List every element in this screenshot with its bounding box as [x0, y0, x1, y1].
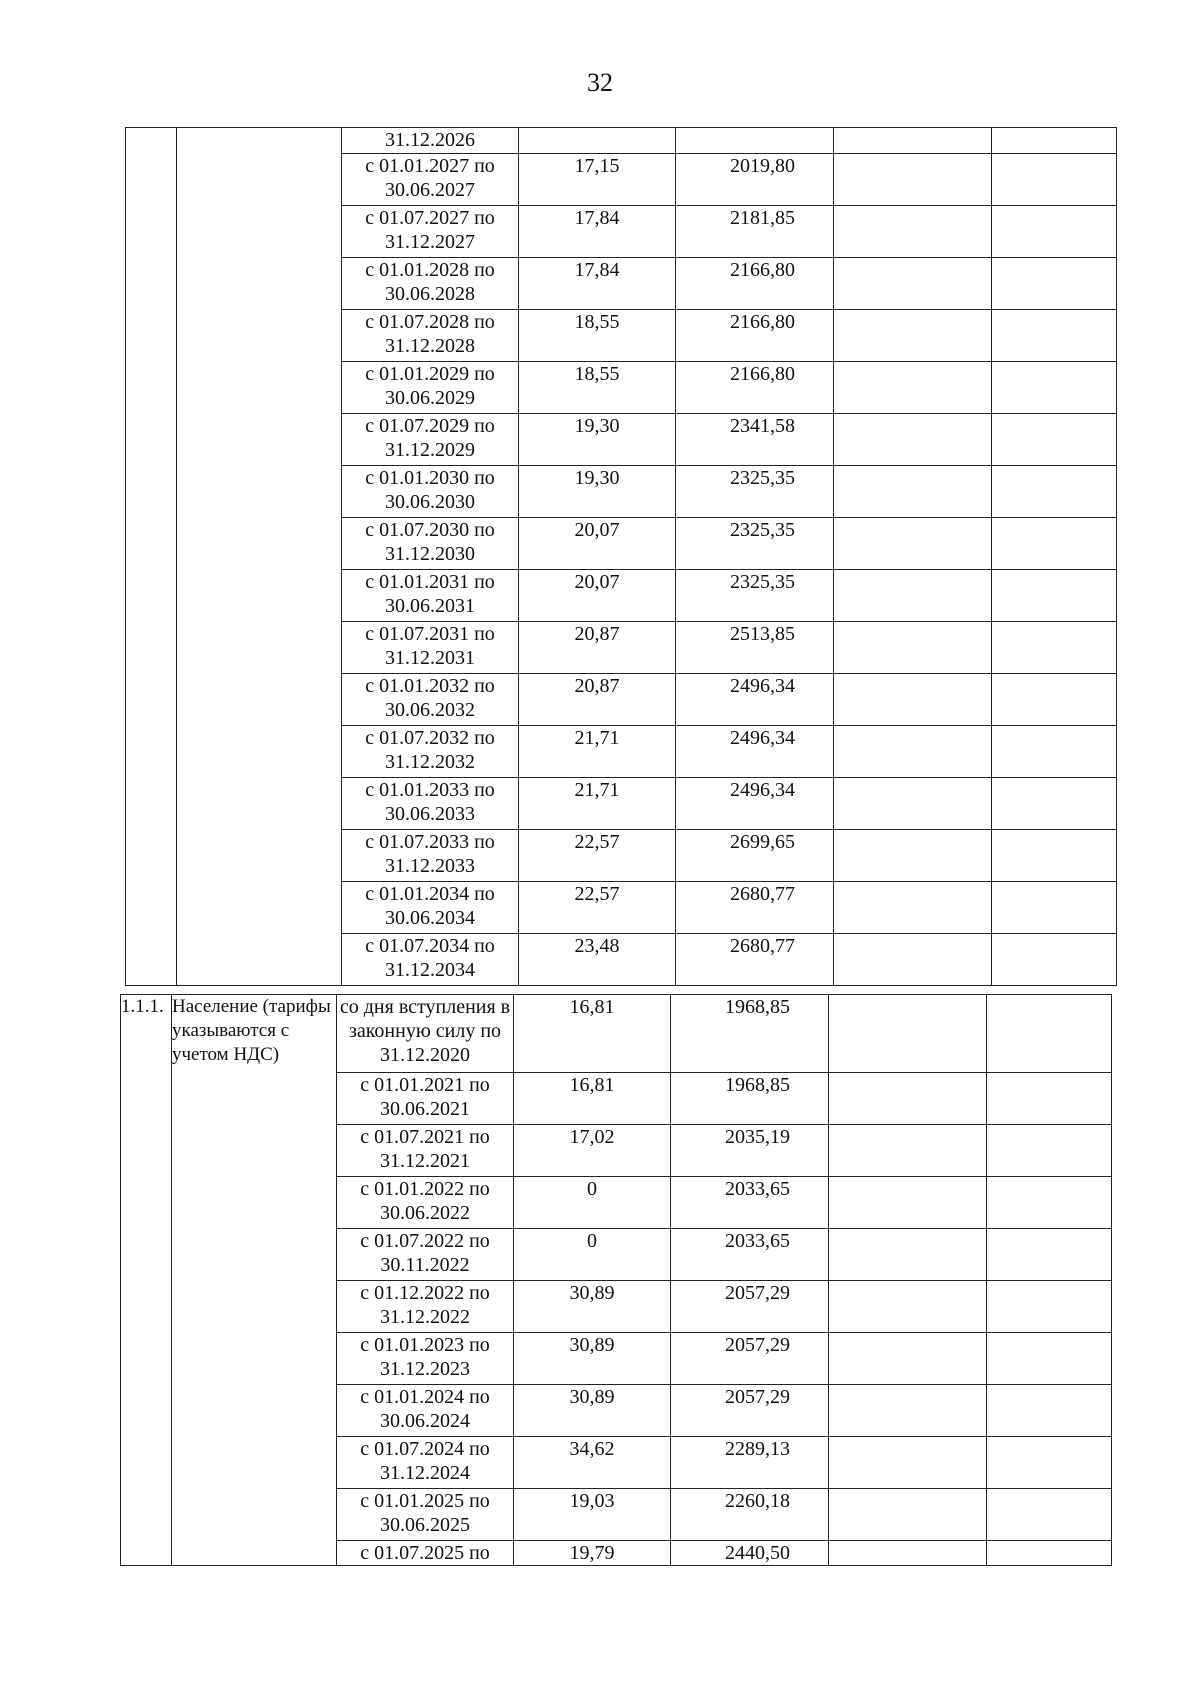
empty-cell — [992, 830, 1117, 882]
empty-cell — [834, 362, 992, 414]
rate-cell: 16,81 — [514, 1073, 671, 1125]
empty-cell — [987, 1125, 1112, 1177]
empty-cell — [829, 1489, 987, 1541]
period-cell: с 01.07.2029 по 31.12.2029 — [342, 414, 519, 466]
empty-cell — [829, 1125, 987, 1177]
tariff-cell: 2325,35 — [676, 518, 834, 570]
empty-cell — [992, 154, 1117, 206]
empty-cell — [987, 1541, 1112, 1566]
empty-cell — [992, 258, 1117, 310]
tariff-cell: 2035,19 — [671, 1125, 829, 1177]
table-row — [121, 995, 1112, 1073]
period-cell: с 01.01.2031 по 30.06.2031 — [342, 570, 519, 622]
empty-cell — [829, 995, 987, 1073]
rate-cell: 21,71 — [519, 726, 676, 778]
rate-cell: 17,15 — [519, 154, 676, 206]
tariff-cell: 2181,85 — [676, 206, 834, 258]
tariff-cell: 2325,35 — [676, 466, 834, 518]
period-cell: с 01.12.2022 по 31.12.2022 — [337, 1281, 514, 1333]
period-cell: с 01.07.2031 по 31.12.2031 — [342, 622, 519, 674]
empty-cell — [834, 570, 992, 622]
empty-cell — [987, 1177, 1112, 1229]
empty-cell — [829, 1073, 987, 1125]
item-name-cell: Население (тарифы указываются с учетом НДС) — [172, 995, 337, 1566]
period-cell: 31.12.2026 — [342, 128, 519, 154]
period-cell: с 01.01.2034 по 30.06.2034 — [342, 882, 519, 934]
period-cell: с 01.07.2034 по 31.12.2034 — [342, 934, 519, 986]
code-cell — [126, 128, 177, 986]
empty-cell — [834, 466, 992, 518]
empty-cell — [829, 1333, 987, 1385]
rate-cell: 34,62 — [514, 1437, 671, 1489]
rate-cell: 19,30 — [519, 414, 676, 466]
empty-cell — [834, 674, 992, 726]
rate-cell: 30,89 — [514, 1333, 671, 1385]
period-cell: с 01.01.2021 по 30.06.2021 — [337, 1073, 514, 1125]
tariff-table-continued — [125, 127, 1117, 986]
item-code-cell: 1.1.1. — [121, 995, 172, 1566]
empty-cell — [992, 466, 1117, 518]
tariff-cell: 2033,65 — [671, 1229, 829, 1281]
rate-cell: 30,89 — [514, 1385, 671, 1437]
tariff-cell: 2019,80 — [676, 154, 834, 206]
tariff-cell: 2680,77 — [676, 882, 834, 934]
empty-cell — [992, 570, 1117, 622]
empty-cell — [834, 934, 992, 986]
period-cell: с 01.01.2029 по 30.06.2029 — [342, 362, 519, 414]
empty-cell — [834, 206, 992, 258]
tariff-cell: 2699,65 — [676, 830, 834, 882]
empty-cell — [987, 1073, 1112, 1125]
empty-cell — [992, 622, 1117, 674]
tariff-cell: 2057,29 — [671, 1281, 829, 1333]
empty-cell — [987, 1333, 1112, 1385]
empty-cell — [829, 1229, 987, 1281]
rate-cell: 23,48 — [519, 934, 676, 986]
empty-cell — [834, 726, 992, 778]
empty-cell — [829, 1437, 987, 1489]
value-cell — [519, 128, 676, 154]
empty-cell — [829, 1177, 987, 1229]
empty-cell — [834, 414, 992, 466]
tariff-cell: 2496,34 — [676, 778, 834, 830]
empty-cell — [834, 258, 992, 310]
period-cell: с 01.07.2033 по 31.12.2033 — [342, 830, 519, 882]
period-cell: с 01.07.2025 по — [337, 1541, 514, 1566]
rate-cell: 19,03 — [514, 1489, 671, 1541]
name-cell — [177, 128, 342, 986]
rate-cell: 17,02 — [514, 1125, 671, 1177]
rate-cell: 21,71 — [519, 778, 676, 830]
empty-cell — [987, 1489, 1112, 1541]
rate-cell: 20,87 — [519, 674, 676, 726]
empty-cell — [834, 830, 992, 882]
period-cell: с 01.01.2030 по 30.06.2030 — [342, 466, 519, 518]
rate-cell: 20,07 — [519, 570, 676, 622]
empty-cell — [992, 882, 1117, 934]
rate-cell: 18,55 — [519, 362, 676, 414]
rate-cell: 22,57 — [519, 882, 676, 934]
period-cell: с 01.01.2032 по 30.06.2032 — [342, 674, 519, 726]
rate-cell: 0 — [514, 1177, 671, 1229]
empty-cell — [992, 674, 1117, 726]
rate-cell: 17,84 — [519, 258, 676, 310]
empty-cell — [834, 310, 992, 362]
rate-cell: 18,55 — [519, 310, 676, 362]
empty-cell — [987, 1229, 1112, 1281]
tariff-cell: 2513,85 — [676, 622, 834, 674]
empty-cell — [987, 1385, 1112, 1437]
tariff-cell: 2680,77 — [676, 934, 834, 986]
empty-cell — [834, 882, 992, 934]
tariff-cell: 1968,85 — [671, 995, 829, 1073]
empty-cell — [992, 778, 1117, 830]
tariff-cell: 2057,29 — [671, 1333, 829, 1385]
page-number: 32 — [587, 68, 613, 97]
period-cell: с 01.01.2033 по 30.06.2033 — [342, 778, 519, 830]
rate-cell: 19,30 — [519, 466, 676, 518]
empty-cell — [992, 726, 1117, 778]
rate-cell: 17,84 — [519, 206, 676, 258]
empty-cell — [992, 362, 1117, 414]
tariff-table-population — [120, 994, 1112, 1566]
tariff-cell: 2166,80 — [676, 258, 834, 310]
empty-cell — [992, 518, 1117, 570]
empty-cell — [992, 414, 1117, 466]
tariff-cell: 2260,18 — [671, 1489, 829, 1541]
empty-cell — [992, 128, 1117, 154]
empty-cell — [834, 518, 992, 570]
period-cell: со дня вступления в законную силу по 31.12.2020 — [337, 995, 514, 1073]
empty-cell — [834, 778, 992, 830]
tariff-cell: 2440,50 — [671, 1541, 829, 1566]
empty-cell — [987, 1281, 1112, 1333]
period-cell: с 01.07.2021 по 31.12.2021 — [337, 1125, 514, 1177]
rate-cell: 30,89 — [514, 1281, 671, 1333]
empty-cell — [992, 934, 1117, 986]
tariff-cell: 2057,29 — [671, 1385, 829, 1437]
empty-cell — [992, 310, 1117, 362]
period-cell: с 01.01.2027 по 30.06.2027 — [342, 154, 519, 206]
tariff-cell: 2033,65 — [671, 1177, 829, 1229]
period-cell: с 01.01.2022 по 30.06.2022 — [337, 1177, 514, 1229]
rate-cell: 20,07 — [519, 518, 676, 570]
tariff-cell: 1968,85 — [671, 1073, 829, 1125]
period-cell: с 01.01.2025 по 30.06.2025 — [337, 1489, 514, 1541]
period-cell: с 01.07.2024 по 31.12.2024 — [337, 1437, 514, 1489]
rate-cell: 22,57 — [519, 830, 676, 882]
empty-cell — [834, 128, 992, 154]
period-cell: с 01.01.2023 по 31.12.2023 — [337, 1333, 514, 1385]
empty-cell — [992, 206, 1117, 258]
tariff-cell: 2166,80 — [676, 362, 834, 414]
empty-cell — [834, 154, 992, 206]
tariff-cell: 2166,80 — [676, 310, 834, 362]
period-cell: с 01.07.2022 по 30.11.2022 — [337, 1229, 514, 1281]
period-cell: с 01.07.2027 по 31.12.2027 — [342, 206, 519, 258]
period-cell: с 01.01.2024 по 30.06.2024 — [337, 1385, 514, 1437]
tariff-cell: 2325,35 — [676, 570, 834, 622]
rate-cell: 20,87 — [519, 622, 676, 674]
empty-cell — [834, 622, 992, 674]
empty-cell — [829, 1281, 987, 1333]
rate-cell: 19,79 — [514, 1541, 671, 1566]
period-cell: с 01.07.2028 по 31.12.2028 — [342, 310, 519, 362]
value-cell — [676, 128, 834, 154]
period-cell: с 01.01.2028 по 30.06.2028 — [342, 258, 519, 310]
period-cell: с 01.07.2030 по 31.12.2030 — [342, 518, 519, 570]
empty-cell — [829, 1541, 987, 1566]
tariff-cell: 2496,34 — [676, 726, 834, 778]
empty-cell — [987, 995, 1112, 1073]
tariff-cell: 2496,34 — [676, 674, 834, 726]
period-cell: с 01.07.2032 по 31.12.2032 — [342, 726, 519, 778]
empty-cell — [829, 1385, 987, 1437]
empty-cell — [987, 1437, 1112, 1489]
rate-cell: 0 — [514, 1229, 671, 1281]
table-row — [126, 128, 1117, 154]
tariff-cell: 2289,13 — [671, 1437, 829, 1489]
rate-cell: 16,81 — [514, 995, 671, 1073]
tariff-cell: 2341,58 — [676, 414, 834, 466]
